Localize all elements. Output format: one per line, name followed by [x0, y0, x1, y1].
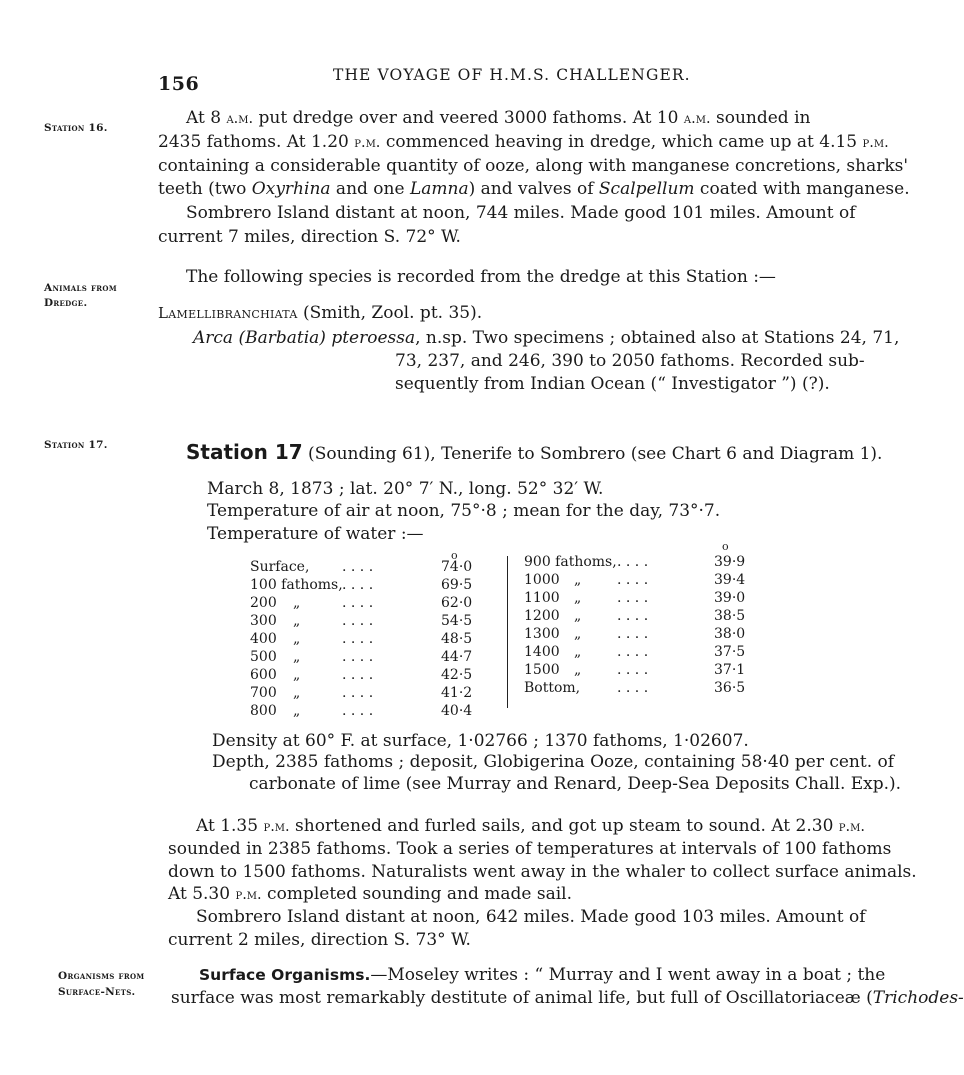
margin-note-station-17: Station 17.	[44, 439, 108, 451]
table-temperature-value: 37·5	[714, 644, 746, 660]
margin-note-animals-2: Dredge.	[44, 297, 88, 309]
station17-water-temp: Temperature of water :—	[207, 524, 424, 544]
species-entry-line3: sequently from Indian Ocean (“ Investigator ”) (?).	[395, 374, 830, 394]
table-leader-dots: . . . .	[342, 667, 374, 683]
surface-organisms-line1: Surface Organisms.—Moseley writes : “ Murray and I went away in a boat ; the	[199, 965, 886, 985]
table-temperature-value: 54·5	[441, 613, 473, 629]
table-leader-dots: . . . .	[342, 649, 374, 665]
station17-date: March 8, 1873 ; lat. 20° 7′ N., long. 52° 32′ W.	[207, 479, 604, 499]
station16-p2-line1: Sombrero Island distant at noon, 744 miles. Made good 101 miles. Amount of	[186, 203, 856, 223]
running-title: THE VOYAGE OF H.M.S. CHALLENGER.	[333, 66, 691, 84]
table-temperature-value: 44·7	[441, 649, 473, 665]
table-depth: 200	[250, 595, 277, 611]
depth-line1: Depth, 2385 fathoms ; deposit, Globigerina Ooze, containing 58·40 per cent. of	[212, 752, 895, 772]
species-intro: The following species is recorded from the dredge at this Station :—	[186, 267, 776, 287]
margin-note-organisms-1: Organisms from	[58, 970, 145, 982]
table-depth: 800	[250, 703, 277, 719]
species-entry-line2: 73, 237, and 246, 390 to 2050 fathoms. Recorded sub-	[395, 351, 865, 371]
table-ditto-mark: „	[574, 608, 582, 624]
table-leader-dots: . . . .	[342, 703, 374, 719]
table-depth: 1500	[524, 662, 560, 678]
table-depth: 600	[250, 667, 277, 683]
table-depth: 900 fathoms,	[524, 554, 617, 570]
table-temperature-value: 39·9	[714, 554, 746, 570]
station17-p4-line1: Sombrero Island distant at noon, 642 miles. Made good 103 miles. Amount of	[196, 907, 866, 927]
table-depth: 1200	[524, 608, 560, 624]
table-ditto-mark: „	[574, 644, 582, 660]
table-leader-dots: . . . .	[617, 554, 649, 570]
table-depth: 1000	[524, 572, 560, 588]
station16-p1-line2: 2435 fathoms. At 1.20 p.m. commenced heaving in dredge, which came up at 4.15 p.m.	[158, 132, 889, 152]
table-temperature-value: 38·5	[714, 608, 746, 624]
table-depth: 1300	[524, 626, 560, 642]
station17-p3-line3: down to 1500 fathoms. Naturalists went away in the whaler to collect surface animals.	[168, 862, 917, 882]
table-temperature-value: 74·0	[441, 559, 473, 575]
table-ditto-mark: „	[293, 613, 301, 629]
table-ditto-mark: „	[293, 649, 301, 665]
surface-organisms-line2: surface was most remarkably destitute of animal life, but full of Oscillatoriaceæ (Trichodes-	[171, 988, 964, 1008]
station17-p3-line2: sounded in 2385 fathoms. Took a series of temperatures at intervals of 100 fathoms	[168, 839, 892, 859]
table-ditto-mark: „	[293, 595, 301, 611]
margin-note-station-16: Station 16.	[44, 122, 108, 134]
table-temperature-value: 39·0	[714, 590, 746, 606]
margin-note-organisms-2: Surface-Nets.	[58, 986, 136, 998]
table-leader-dots: . . . .	[617, 680, 649, 696]
table-depth: 1400	[524, 644, 560, 660]
table-temperature-value: 38·0	[714, 626, 746, 642]
table-depth: 700	[250, 685, 277, 701]
table-ditto-mark: „	[574, 626, 582, 642]
table-ditto-mark: „	[293, 667, 301, 683]
station17-p3-line4: At 5.30 p.m. completed sounding and made sail.	[168, 884, 573, 904]
table-temperature-value: 62·0	[441, 595, 473, 611]
station17-heading: Station 17 (Sounding 61), Tenerife to Sombrero (see Chart 6 and Diagram 1).	[186, 440, 883, 464]
table-ditto-mark: „	[293, 685, 301, 701]
margin-note-animals-1: Animals from	[44, 282, 117, 294]
table-ditto-mark: „	[293, 703, 301, 719]
table-depth: 300	[250, 613, 277, 629]
station16-p1-line3: containing a considerable quantity of ooze, along with manganese concretions, sharks'	[158, 156, 909, 176]
table-divider	[507, 556, 508, 708]
table-temperature-value: 37·1	[714, 662, 746, 678]
station16-p1-line4: teeth (two Oxyrhina and one Lamna) and valves of Scalpellum coated with manganese.	[158, 179, 910, 199]
table-leader-dots: . . . .	[342, 631, 374, 647]
table-depth: 500	[250, 649, 277, 665]
station17-air-temp: Temperature of air at noon, 75°·8 ; mean for the day, 73°·7.	[207, 501, 721, 521]
station17-p3-line1: At 1.35 p.m. shortened and furled sails, and got up steam to sound. At 2.30 p.m.	[196, 816, 865, 836]
table-depth: 100 fathoms,	[250, 577, 343, 593]
degree-mark-left: o	[451, 549, 458, 562]
table-temperature-value: 36·5	[714, 680, 746, 696]
station16-p1-line1: At 8 a.m. put dredge over and veered 3000 fathoms. At 10 a.m. sounded in	[186, 108, 811, 128]
table-temperature-value: 42·5	[441, 667, 473, 683]
table-leader-dots: . . . .	[617, 608, 649, 624]
station17-p4-line2: current 2 miles, direction S. 73° W.	[168, 930, 471, 950]
table-depth: Surface,	[250, 559, 310, 575]
table-leader-dots: . . . .	[617, 644, 649, 660]
table-ditto-mark: „	[293, 631, 301, 647]
table-leader-dots: . . . .	[342, 577, 374, 593]
density-line: Density at 60° F. at surface, 1·02766 ; 1370 fathoms, 1·02607.	[212, 731, 749, 751]
table-ditto-mark: „	[574, 572, 582, 588]
depth-line2: carbonate of lime (see Murray and Renard, Deep-Sea Deposits Chall. Exp.).	[249, 774, 902, 794]
table-ditto-mark: „	[574, 590, 582, 606]
table-leader-dots: . . . .	[617, 572, 649, 588]
table-leader-dots: . . . .	[342, 559, 374, 575]
table-temperature-value: 69·5	[441, 577, 473, 593]
species-group: Lamellibranchiata (Smith, Zool. pt. 35).	[158, 303, 483, 323]
table-temperature-value: 41·2	[441, 685, 473, 701]
page-number: 156	[158, 73, 200, 95]
table-temperature-value: 40·4	[441, 703, 473, 719]
table-leader-dots: . . . .	[617, 626, 649, 642]
table-leader-dots: . . . .	[617, 662, 649, 678]
table-depth: 1100	[524, 590, 560, 606]
table-leader-dots: . . . .	[342, 595, 374, 611]
table-ditto-mark: „	[574, 662, 582, 678]
table-leader-dots: . . . .	[342, 613, 374, 629]
table-temperature-value: 39·4	[714, 572, 746, 588]
station16-p2-line2: current 7 miles, direction S. 72° W.	[158, 227, 461, 247]
species-entry-line1: Arca (Barbatia) pteroessa, n.sp. Two specimens ; obtained also at Stations 24, 71,	[193, 328, 900, 348]
degree-mark-right: o	[722, 540, 729, 553]
table-leader-dots: . . . .	[342, 685, 374, 701]
table-depth: Bottom,	[524, 680, 581, 696]
table-depth: 400	[250, 631, 277, 647]
table-leader-dots: . . . .	[617, 590, 649, 606]
table-temperature-value: 48·5	[441, 631, 473, 647]
